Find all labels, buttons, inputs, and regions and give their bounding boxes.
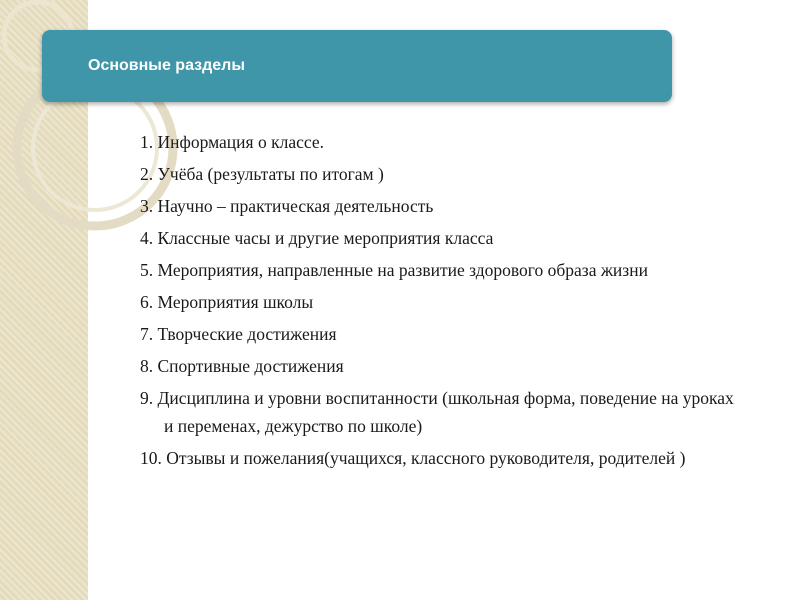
list-item: 1. Информация о классе. xyxy=(140,132,324,152)
slide-title: Основные разделы xyxy=(88,57,245,74)
list-item: 8. Спортивные достижения xyxy=(140,356,344,376)
list-item: 3. Научно – практическая деятельность xyxy=(140,196,434,216)
sections-list xyxy=(140,128,740,476)
list-item: 7. Творческие достижения xyxy=(140,324,337,344)
list-item: 6. Мероприятия школы xyxy=(140,292,314,312)
list-item: 9. Дисциплина и уровни воспитанности (школьная форма, поведение на уроках и переменах, дежурство по школе) xyxy=(140,388,734,436)
list-item: 4. Классные часы и другие мероприятия класса xyxy=(140,228,494,248)
title-banner xyxy=(42,30,672,102)
list-item: 10. Отзывы и пожелания(учащихся, классного руководителя, родителей ) xyxy=(140,448,686,468)
list-item: 5. Мероприятия, направленные на развитие здорового образа жизни xyxy=(140,260,648,280)
list-item: 2. Учёба (результаты по итогам ) xyxy=(140,164,384,184)
